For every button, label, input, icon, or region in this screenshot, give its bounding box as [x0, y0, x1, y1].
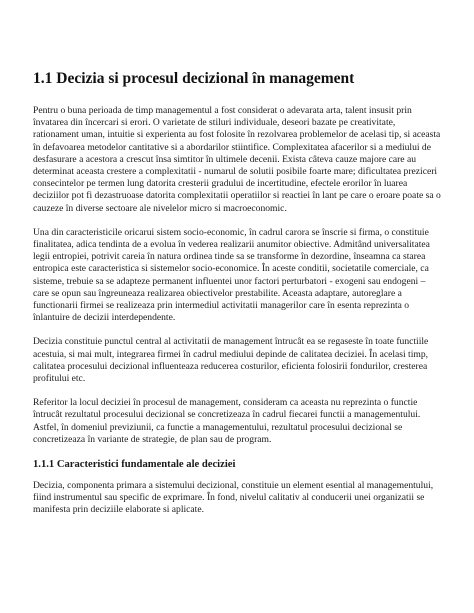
document-body — [33, 70, 443, 529]
paragraph-4: Referitor la locul deciziei în procesul de management, consideram ca aceasta nu reprezinta o functie întrucât rezultatul procesului decizional se concretizeaza în cadrul fiecarei functii a managementului. Astfel, în domeniul previziunii, ca functie a managementului, rezultatul procesului decizional se concretizeaza în variante de strategie, de plan sau de program. — [33, 397, 421, 445]
section-subtitle: 1.1.1 Caracteristici fundamentale ale deciziei — [33, 459, 236, 471]
paragraph-1: Pentru o buna perioada de timp managementul a fost considerat o adevarata arta, talent insusit prin învatarea din încercari si erori. O varietate de stiluri individuale, deseori bazate pe creativitate, rationament uman, intuitie si experienta au fost folosite în rezolvarea problemelor de acelasi tip, si aceasta în defavoarea metodelor cantitative si a abordarilor stiintifice. Complexitatea afacerilor si a mediului de desfasurare a acestora a crescut însa simtitor în ultimele decenii. Exista câteva cauze majore care au determinat aceasta crestere a complexitatii - numarul de solutii posibile foarte mare; dificultatea preziceri consecintelor pe termen lung datorita cresterii gradului de incertitudine, efectele erorilor în luarea deciziilor pot fi dezastruoase datorita complexitatii operatiilor si reactiei în lant pe care o eroare poate sa o cauzeze în diverse sectoare ale nivelelor micro si macroeconomic. — [33, 105, 441, 214]
paragraph-5: Decizia, componenta primara a sistemului decizional, constituie un element esential al managementului, fiind instrumentul sau specific de exprimare. În fond, nivelul calitativ al conducerii unei organizatii se manifesta prin deciziile elaborate si aplicate. — [33, 480, 434, 516]
paragraph-3: Decizia constituie punctul central al activitatii de management întrucât ea se regaseste în toate functiile acestuia, si mai mult, integrarea firmei în cadrul mediului depinde de calitatea deciziei. În acelasi timp, calitatea procesului decizional influenteaza reducerea costurilor, eficienta folosirii fondurilor, cresterea profitului etc. — [33, 336, 429, 385]
paragraph-2: Una din caracteristicile oricarui sistem socio-economic, în cadrul carora se înscrie si firma, o constituie finalitatea, adica tendinta de a evolua în vederea realizarii anumitor obiective. Admitând universalitatea legii entropiei, potrivit careia în natura ordinea tinde sa se transforme în dezordine, înseamna ca starea entropica este caracteristica si sistemelor socio-economice. În aceste conditii, societatile comerciale, ca sisteme, trebuie sa se adapteze permanent influentei unor factori perturbatori - exogeni sau endogeni – care se opun sau îngreuneaza realizarea obiectivelor prestabilite. Aceasta adaptare, autoreglare a functionarii firmei se realizeaza prin intermediul activitatii managerilor care în esenta reprezinta o înlantuire de decizii interdependente. — [33, 226, 430, 324]
document-title: 1.1 Decizia si procesul decizional în management — [33, 70, 355, 87]
